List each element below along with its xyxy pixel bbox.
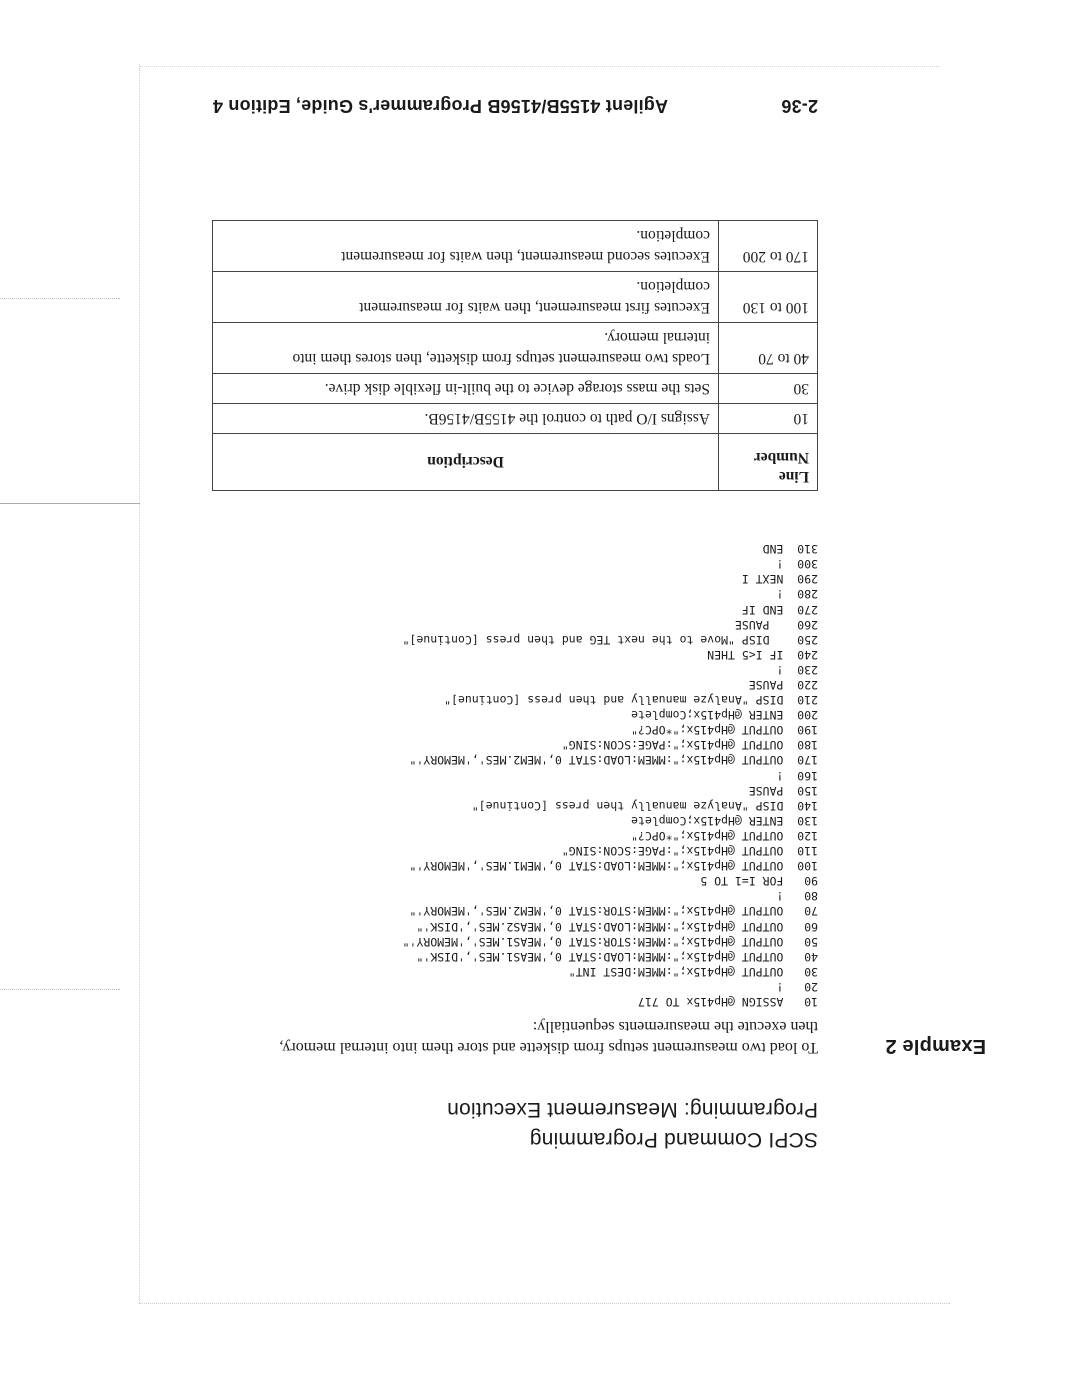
- code-line: 250 DISP "Move to the next TEG and then press [Continue]": [402, 632, 818, 647]
- header-title: SCPI Command Programming: [529, 1128, 818, 1151]
- code-line: 20 !: [776, 979, 818, 994]
- row-description-line: Loads two measurement setups from diskette, then stores them into: [292, 350, 710, 367]
- table-row: [213, 404, 818, 434]
- code-line: 130 ENTER @Hp415x;Complete: [631, 813, 818, 828]
- row-description-line: completion.: [636, 278, 710, 295]
- example-intro-line2: then execute the measurements sequentially:: [532, 1018, 818, 1035]
- code-line: 110 OUTPUT @Hp415x;":PAGE:SCON:SING": [561, 844, 818, 859]
- example-intro-line1: To load two measurement setups from diskette and store them into internal memory,: [279, 1039, 818, 1056]
- code-line: 30 OUTPUT @Hp415x;":MMEM:DEST INT": [568, 964, 818, 979]
- code-line: 100 OUTPUT @Hp415x;":MMEM:LOAD:STAT 0,'MEM1.MES','MEMORY'": [409, 859, 818, 874]
- code-line: 270 END IF: [741, 602, 818, 617]
- code-line: 70 OUTPUT @Hp415x;":MMEM:STOR:STAT 0,'MEM2.MES','MEMORY'": [409, 904, 818, 919]
- code-line: 190 OUTPUT @Hp415x;"*OPC?": [631, 723, 818, 738]
- row-line-number: 10: [719, 404, 818, 434]
- row-description: Sets the mass storage device to the built-in flexible disk drive.: [213, 374, 719, 404]
- code-line: 280 !: [776, 587, 818, 602]
- code-line: 230 !: [776, 662, 818, 677]
- code-line: 170 OUTPUT @Hp415x;":MMEM:LOAD:STAT 0,'MEM2.MES','MEMORY'": [409, 753, 818, 768]
- code-line: 290 NEXT I: [741, 572, 818, 587]
- table-row: [213, 374, 818, 404]
- code-listing: [403, 541, 818, 1009]
- scan-border-left: [138, 64, 140, 1304]
- code-line: 310 END: [762, 542, 818, 557]
- code-line: 240 IF I<5 THEN: [707, 647, 818, 662]
- row-description: [213, 221, 719, 272]
- code-line: 40 OUTPUT @Hp415x;":MMEM:LOAD:STAT 0,'MEAS1.MES','DISK'": [416, 949, 818, 964]
- row-line-number: 40 to 70: [719, 323, 818, 374]
- row-description: [213, 323, 719, 374]
- row-line-number: 30: [719, 374, 818, 404]
- code-line: 300 !: [776, 557, 818, 572]
- row-line-number: 170 to 200: [719, 221, 818, 272]
- table-row: [213, 323, 818, 374]
- row-description: Assigns I/O path to control the 4155B/4156B.: [213, 404, 719, 434]
- table-row: [213, 272, 818, 323]
- code-line: 200 ENTER @Hp415x;Complete: [631, 708, 818, 723]
- row-description-line: completion.: [636, 227, 710, 244]
- code-line: 120 OUTPUT @Hp415x;"*OPC?": [631, 828, 818, 843]
- description-table: [212, 220, 818, 491]
- code-line: 150 PAUSE: [748, 783, 818, 798]
- row-description-line: Executes first measurement, then waits for measurement: [359, 299, 710, 316]
- footer-page-number: 2-36: [781, 96, 818, 116]
- example-label: Example 2: [885, 1035, 986, 1057]
- scan-border-bottom: [140, 65, 940, 67]
- code-line: 60 OUTPUT @Hp415x;":MMEM:LOAD:STAT 0,'MEAS2.MES','DISK'": [416, 919, 818, 934]
- scan-border-top: [140, 1302, 950, 1304]
- code-line: 220 PAUSE: [748, 678, 818, 693]
- code-line: 140 DISP "Analyze manually then press [Continue]": [471, 798, 818, 813]
- footer-title: Agilent 4155B/4156B Programmer's Guide, Edition 4: [212, 96, 668, 116]
- table-row: [213, 221, 818, 272]
- margin-rule-1: [0, 503, 140, 504]
- row-description-line: internal memory.: [604, 329, 710, 346]
- row-description-line: Executes second measurement, then waits for measurement: [341, 248, 710, 265]
- code-line: 180 OUTPUT @Hp415x;":PAGE:SCON:SING": [561, 738, 818, 753]
- margin-rule-2: [0, 988, 120, 990]
- code-line: 90 FOR I=1 TO 5: [700, 874, 818, 889]
- code-line: 260 PAUSE: [734, 617, 818, 632]
- code-line: 210 DISP "Analyze manually and then press [Continue]": [444, 693, 818, 708]
- margin-rule-3: [0, 297, 120, 299]
- column-header-line-number: [719, 434, 818, 491]
- code-line: 160 !: [776, 768, 818, 783]
- row-line-number: 100 to 130: [719, 272, 818, 323]
- column-header-line: Line: [778, 468, 809, 485]
- row-description: [213, 272, 719, 323]
- column-header-description: Description: [213, 434, 719, 491]
- column-header-number: Number: [753, 449, 809, 466]
- code-line: 10 ASSIGN @Hp415x TO 717: [637, 995, 818, 1009]
- table-header-row: [213, 434, 818, 491]
- header-subtitle: Programming: Measurement Execution: [447, 1098, 818, 1121]
- code-line: 50 OUTPUT @Hp415x;":MMEM:STOR:STAT 0,'MEAS1.MES','MEMORY'": [402, 934, 818, 949]
- code-line: 80 !: [776, 889, 818, 904]
